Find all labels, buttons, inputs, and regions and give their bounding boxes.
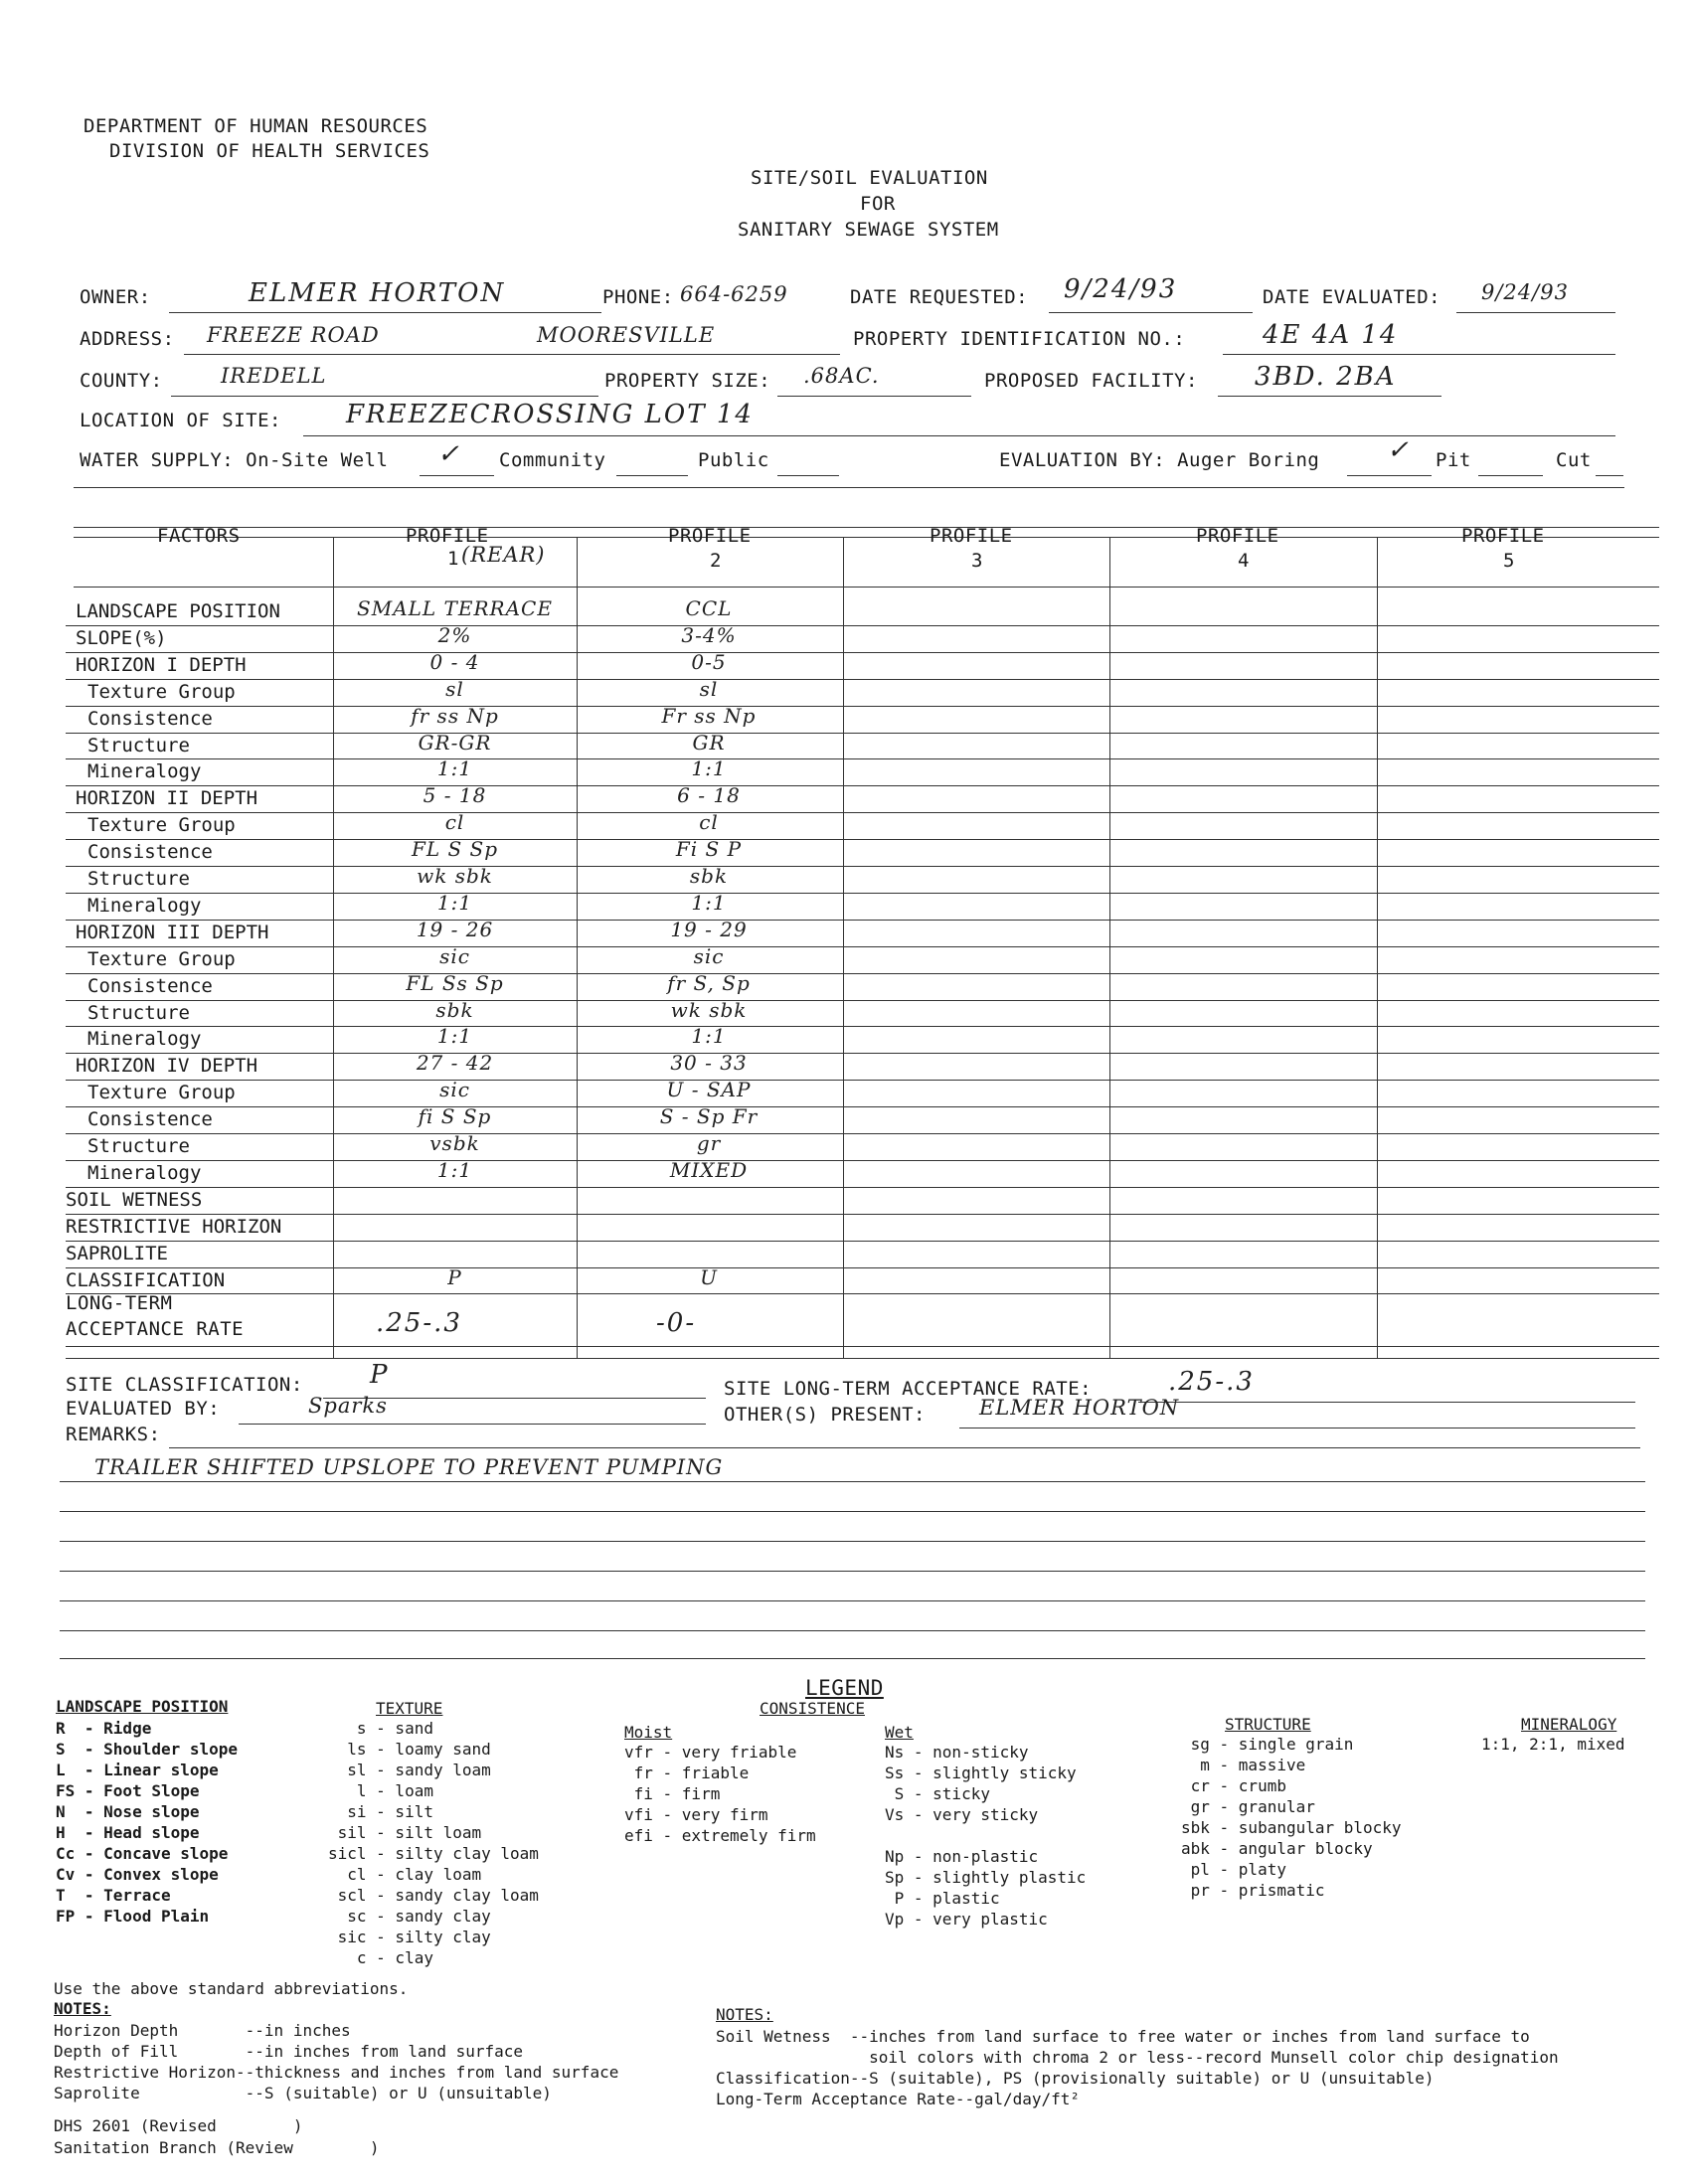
evaluated-by-line: [239, 1424, 706, 1425]
table-bottom-line-2: [66, 1358, 1659, 1359]
form-title-system: SANITARY SEWAGE SYSTEM: [738, 219, 999, 241]
profile-4-header: PROFILE: [1196, 525, 1279, 547]
site-ltar-value[interactable]: .25-.3: [1168, 1367, 1255, 1397]
profile-1-number: 1: [447, 548, 459, 570]
date-requested-label: DATE REQUESTED:: [850, 286, 1029, 308]
profile-1-cell[interactable]: 1:1: [436, 890, 473, 915]
profile-2-cell[interactable]: U - SAP: [666, 1078, 752, 1102]
well-line: [420, 475, 494, 476]
legend-notes-right-title: NOTES:: [716, 2005, 773, 2024]
factor-label: SOIL WETNESS: [66, 1188, 203, 1211]
profile-2-cell[interactable]: Fi S P: [675, 837, 743, 862]
profile-1-cell[interactable]: fi S Sp: [418, 1104, 492, 1129]
well-checkmark[interactable]: ✓: [437, 439, 461, 469]
profile-3-number: 3: [971, 550, 983, 572]
table-row-line: [66, 625, 1659, 626]
profile-1-cell[interactable]: vsbk: [429, 1131, 480, 1155]
profile-2-cell[interactable]: 3-4%: [681, 622, 737, 647]
date-evaluated-label: DATE EVALUATED:: [1263, 286, 1441, 308]
factor-label: Consistence: [87, 707, 213, 730]
profile-2-cell[interactable]: MIXED: [669, 1157, 749, 1182]
col-divider-1: [333, 537, 334, 1358]
profile-2-cell[interactable]: 1:1: [691, 1024, 727, 1049]
legend-notes-left: Horizon Depth --in inches Depth of Fill --in inches from land surface Restrictive Horizon--thickness and inches from land surface Saprolite --S (suitable) or U (unsuitable): [54, 2021, 619, 2102]
location-value[interactable]: FREEZECROSSING LOT 14: [346, 400, 754, 429]
phone-value[interactable]: 664-6259: [680, 282, 788, 306]
profile-1-cell[interactable]: SMALL TERRACE: [357, 596, 553, 620]
city-value[interactable]: MOORESVILLE: [537, 323, 716, 347]
profile-2-cell[interactable]: 0-5: [691, 649, 727, 674]
profile-1-cell[interactable]: wk sbk: [417, 864, 493, 888]
table-row-line: [66, 1106, 1659, 1107]
factor-label: HORIZON II DEPTH: [76, 787, 258, 810]
legend-texture-title: TEXTURE: [376, 1699, 443, 1718]
profile-3-header: PROFILE: [930, 525, 1013, 547]
profile-2-cell[interactable]: U: [700, 1264, 718, 1289]
factor-label: Mineralogy: [87, 1161, 202, 1184]
auger-checkmark[interactable]: ✓: [1387, 435, 1411, 465]
factor-label: RESTRICTIVE HORIZON: [66, 1215, 282, 1238]
legend-moist-title: Moist: [624, 1723, 673, 1742]
col-divider-3: [843, 537, 844, 1358]
others-present-label: OTHER(S) PRESENT:: [724, 1404, 926, 1426]
table-top-line: [74, 527, 1659, 528]
others-present-value[interactable]: ELMER HORTON: [979, 1396, 1180, 1420]
remarks-line-2: [60, 1511, 1645, 1512]
pin-label: PROPERTY IDENTIFICATION NO.:: [853, 328, 1186, 350]
pin-line: [1223, 354, 1615, 355]
ltar-profile-1[interactable]: .25-.3: [376, 1308, 462, 1338]
table-row-line: [66, 839, 1659, 840]
profile-2-number: 2: [710, 550, 722, 572]
table-row-line: [66, 1267, 1659, 1268]
remarks-line-3: [60, 1541, 1645, 1542]
county-line: [171, 396, 598, 397]
profile-1-header: PROFILE: [406, 525, 489, 547]
factor-label: Mineralogy: [87, 894, 202, 917]
factor-label: Texture Group: [87, 947, 236, 970]
profile-2-cell[interactable]: sbk: [689, 864, 729, 888]
profile-2-cell[interactable]: cl: [699, 810, 719, 835]
profile-2-cell[interactable]: wk sbk: [670, 997, 748, 1022]
form-number: DHS 2601 (Revised ): [54, 2116, 303, 2135]
profile-2-cell[interactable]: S - Sp Fr: [659, 1104, 759, 1129]
remarks-line-4: [60, 1571, 1645, 1572]
table-row-line: [66, 758, 1659, 759]
table-row-line: [66, 1026, 1659, 1027]
factor-label: HORIZON I DEPTH: [76, 653, 247, 676]
profile-2-cell[interactable]: CCL: [685, 596, 733, 620]
table-row-line: [66, 706, 1659, 707]
public-label: Public: [698, 449, 769, 471]
profile-2-cell[interactable]: gr: [696, 1131, 722, 1155]
legend-structure-list: sg - single grain m - massive cr - crumb gr - granular sbk - subangular blocky abk - angular blocky pl - platy pr - prismatic: [1181, 1735, 1402, 1900]
evaluated-by-signature[interactable]: Sparks: [308, 1394, 388, 1418]
profile-1-cell[interactable]: sbk: [435, 997, 474, 1022]
table-row-line: [66, 893, 1659, 894]
facility-value[interactable]: 3BD. 2BA: [1255, 362, 1397, 392]
profile-1-cell[interactable]: 1:1: [436, 1157, 473, 1182]
county-value[interactable]: IREDELL: [221, 364, 327, 388]
ltar-label-1: LONG-TERM: [66, 1292, 173, 1314]
profile-1-cell[interactable]: 19 - 26: [416, 917, 494, 941]
table-row-line: [66, 1000, 1659, 1001]
ltar-profile-2[interactable]: -0-: [656, 1308, 697, 1338]
remarks-line-1: [60, 1481, 1645, 1482]
factor-label: Texture Group: [87, 1082, 236, 1104]
date-evaluated-value[interactable]: 9/24/93: [1481, 280, 1569, 304]
factor-label: Mineralogy: [87, 760, 202, 783]
address-value[interactable]: FREEZE ROAD: [207, 323, 380, 347]
profile-1-cell[interactable]: fr ss Np: [411, 703, 499, 728]
profile-2-cell[interactable]: sl: [699, 676, 719, 701]
form-title-for: FOR: [860, 193, 896, 215]
table-bottom-line: [66, 1346, 1659, 1347]
profile-2-cell[interactable]: 1:1: [691, 890, 727, 915]
profile-1-note: (REAR): [461, 543, 546, 567]
profile-1-cell[interactable]: 27 - 42: [416, 1051, 494, 1076]
legend-texture-list: s - sand ls - loamy sand sl - sandy loam l - loam si - silt sil - silt loam sicl - silty clay loam cl - clay loam scl - sandy clay loam sc - sandy clay sic - silty clay c - clay: [328, 1719, 539, 1967]
sanitation-branch: Sanitation Branch (Review ): [54, 2138, 380, 2157]
profile-4-number: 4: [1238, 550, 1250, 572]
table-row-line: [66, 1187, 1659, 1188]
profile-1-cell[interactable]: 5 - 18: [423, 783, 487, 808]
legend-landscape-title: LANDSCAPE POSITION: [56, 1697, 229, 1716]
profile-2-header: PROFILE: [668, 525, 752, 547]
location-label: LOCATION OF SITE:: [80, 410, 281, 431]
legend-notes-right: Soil Wetness --inches from land surface to free water or inches from land surface to soil colors with chroma 2 or less--record Munsell color chip designation Classification--S (suitable), PS (provisionally suitable) or U (unsuitable) Long-Term Acceptance Rate--gal/day/ft²: [716, 2027, 1559, 2108]
legend-landscape-list: R - Ridge S - Shoulder slope L - Linear slope FS - Foot Slope N - Nose slope H - Head slope Cc - Concave slope Cv - Convex slope T - Terrace FP - Flood Plain: [56, 1719, 239, 1926]
table-row-line: [66, 866, 1659, 867]
factor-label: Structure: [87, 1001, 190, 1024]
legend-mineralogy-list: 1:1, 2:1, mixed: [1481, 1735, 1625, 1754]
table-row-line: [66, 1160, 1659, 1161]
date-requested-value[interactable]: 9/24/93: [1064, 274, 1178, 304]
factor-label: HORIZON III DEPTH: [76, 921, 269, 943]
profile-2-cell[interactable]: 1:1: [691, 756, 727, 781]
public-line[interactable]: [777, 475, 839, 476]
community-line[interactable]: [616, 475, 688, 476]
facility-line: [1218, 396, 1441, 397]
factor-label: Consistence: [87, 841, 213, 864]
table-row-line: [66, 1214, 1659, 1215]
address-line: [184, 354, 840, 355]
profile-1-cell[interactable]: FL Ss Sp: [406, 970, 504, 995]
profile-2-cell[interactable]: 30 - 33: [670, 1051, 748, 1076]
size-value[interactable]: .68AC.: [803, 364, 880, 388]
factor-label: Texture Group: [87, 814, 236, 837]
table-top-line-2: [74, 537, 1659, 538]
table-row-line: [66, 785, 1659, 786]
profile-1-cell[interactable]: 0 - 4: [429, 649, 480, 674]
table-row-line: [66, 1241, 1659, 1242]
date-requested-line: [1049, 312, 1253, 313]
profile-1-cell[interactable]: sic: [439, 943, 470, 968]
factor-label: Mineralogy: [87, 1028, 202, 1051]
profile-1-cell[interactable]: FL S Sp: [411, 837, 499, 862]
profile-1-cell[interactable]: sl: [445, 676, 464, 701]
site-classification-value[interactable]: P: [370, 1360, 390, 1390]
profile-1-cell[interactable]: 1:1: [436, 1024, 473, 1049]
ltar-label-2: ACCEPTANCE RATE: [66, 1318, 245, 1340]
legend-consistence-title: CONSISTENCE: [760, 1699, 865, 1718]
phone-label: PHONE:: [602, 286, 674, 308]
profile-1-cell[interactable]: P: [447, 1264, 462, 1289]
pit-label: Pit: [1436, 449, 1471, 471]
cut-line[interactable]: [1596, 475, 1623, 476]
header-bottom-line: [74, 587, 1659, 588]
evaluated-by-label: EVALUATED BY:: [66, 1398, 221, 1420]
profile-1-cell[interactable]: cl: [444, 810, 465, 835]
profile-2-cell[interactable]: GR: [692, 730, 726, 755]
remarks-line-7: [60, 1658, 1645, 1659]
profile-1-cell[interactable]: 1:1: [436, 756, 473, 781]
county-label: COUNTY:: [80, 370, 163, 392]
table-row-line: [66, 679, 1659, 680]
profile-2-cell[interactable]: sic: [693, 943, 725, 968]
profile-1-cell[interactable]: GR-GR: [418, 730, 492, 755]
size-label: PROPERTY SIZE:: [604, 370, 771, 392]
profile-2-cell[interactable]: 6 - 18: [677, 783, 741, 808]
factor-label: SLOPE(%): [76, 626, 167, 649]
table-row-line: [66, 946, 1659, 947]
owner-value[interactable]: ELMER HORTON: [249, 278, 506, 308]
address-label: ADDRESS:: [80, 328, 175, 350]
department-label: DEPARTMENT OF HUMAN RESOURCES: [84, 115, 428, 137]
community-label: Community: [499, 449, 606, 471]
profile-5-header: PROFILE: [1461, 525, 1545, 547]
factor-label: SAPROLITE: [66, 1242, 168, 1264]
remarks-line-0: [169, 1447, 1640, 1448]
legend-wet-list: Ns - non-sticky Ss - slightly sticky S - sticky Vs - very sticky Np - non-plastic Sp - slightly plastic P - plastic Vp - very plastic: [885, 1743, 1087, 1929]
table-row-line: [66, 1080, 1659, 1081]
site-classification-label: SITE CLASSIFICATION:: [66, 1374, 303, 1396]
legend-title: LEGEND: [805, 1676, 884, 1700]
profile-2-cell[interactable]: 19 - 29: [670, 917, 748, 941]
factor-label: Consistence: [87, 1108, 213, 1131]
water-supply-label: WATER SUPPLY: On-Site Well: [80, 449, 389, 471]
table-row-line: [66, 920, 1659, 921]
profile-1-cell[interactable]: sic: [439, 1078, 470, 1102]
profile-2-cell[interactable]: Fr ss Np: [661, 703, 757, 728]
facility-label: PROPOSED FACILITY:: [984, 370, 1198, 392]
evaluation-by-label: EVALUATION BY: Auger Boring: [999, 449, 1320, 471]
profile-1-cell[interactable]: 2%: [437, 622, 472, 647]
location-line: [303, 435, 1615, 436]
profile-5-number: 5: [1503, 550, 1515, 572]
table-row-line: [66, 652, 1659, 653]
legend-use-note: Use the above standard abbreviations.: [54, 1979, 409, 1998]
remarks-value[interactable]: TRAILER SHIFTED UPSLOPE TO PREVENT PUMPING: [94, 1455, 724, 1479]
pin-value[interactable]: 4E 4A 14: [1263, 320, 1399, 350]
date-evaluated-line: [1456, 312, 1615, 313]
factors-header: FACTORS: [157, 525, 241, 547]
legend-moist-list: vfr - very friable fr - friable fi - firm vfi - very firm efi - extremely firm: [624, 1743, 816, 1845]
factor-label: Structure: [87, 868, 190, 890]
col-divider-2: [577, 537, 578, 1358]
table-row-line: [66, 812, 1659, 813]
legend-notes-title: NOTES:: [54, 1999, 111, 2018]
table-row-line: [66, 973, 1659, 974]
factor-label: Structure: [87, 1135, 190, 1157]
profile-2-cell[interactable]: fr S, Sp: [667, 970, 751, 995]
owner-label: OWNER:: [80, 286, 151, 308]
factor-label: Consistence: [87, 974, 213, 997]
site-ltar-label: SITE LONG-TERM ACCEPTANCE RATE:: [724, 1378, 1093, 1400]
remarks-line-5: [60, 1600, 1645, 1601]
col-divider-4: [1109, 537, 1110, 1358]
site-ltar-line: [1138, 1402, 1635, 1403]
factor-label: CLASSIFICATION: [66, 1268, 226, 1291]
factor-label: LANDSCAPE POSITION: [76, 600, 280, 622]
legend-mineralogy-title: MINERALOGY: [1521, 1715, 1617, 1734]
table-row-line: [66, 1053, 1659, 1054]
separator-line: [74, 487, 1624, 488]
auger-line: [1347, 475, 1432, 476]
legend-structure-title: STRUCTURE: [1225, 1715, 1311, 1734]
table-row-line: [66, 1293, 1659, 1294]
size-line: [777, 396, 971, 397]
legend-wet-title: Wet: [885, 1723, 914, 1742]
cut-label: Cut: [1556, 449, 1592, 471]
factor-label: Texture Group: [87, 680, 236, 703]
table-row-line: [66, 1133, 1659, 1134]
table-row-line: [66, 733, 1659, 734]
owner-line: [169, 312, 601, 313]
col-divider-5: [1377, 537, 1378, 1358]
division-label: DIVISION OF HEALTH SERVICES: [109, 140, 430, 162]
factor-label: HORIZON IV DEPTH: [76, 1055, 258, 1078]
form-title: SITE/SOIL EVALUATION: [751, 167, 988, 189]
remarks-line-6: [60, 1630, 1645, 1631]
pit-line[interactable]: [1478, 475, 1543, 476]
factor-label: Structure: [87, 734, 190, 756]
remarks-label: REMARKS:: [66, 1424, 161, 1445]
